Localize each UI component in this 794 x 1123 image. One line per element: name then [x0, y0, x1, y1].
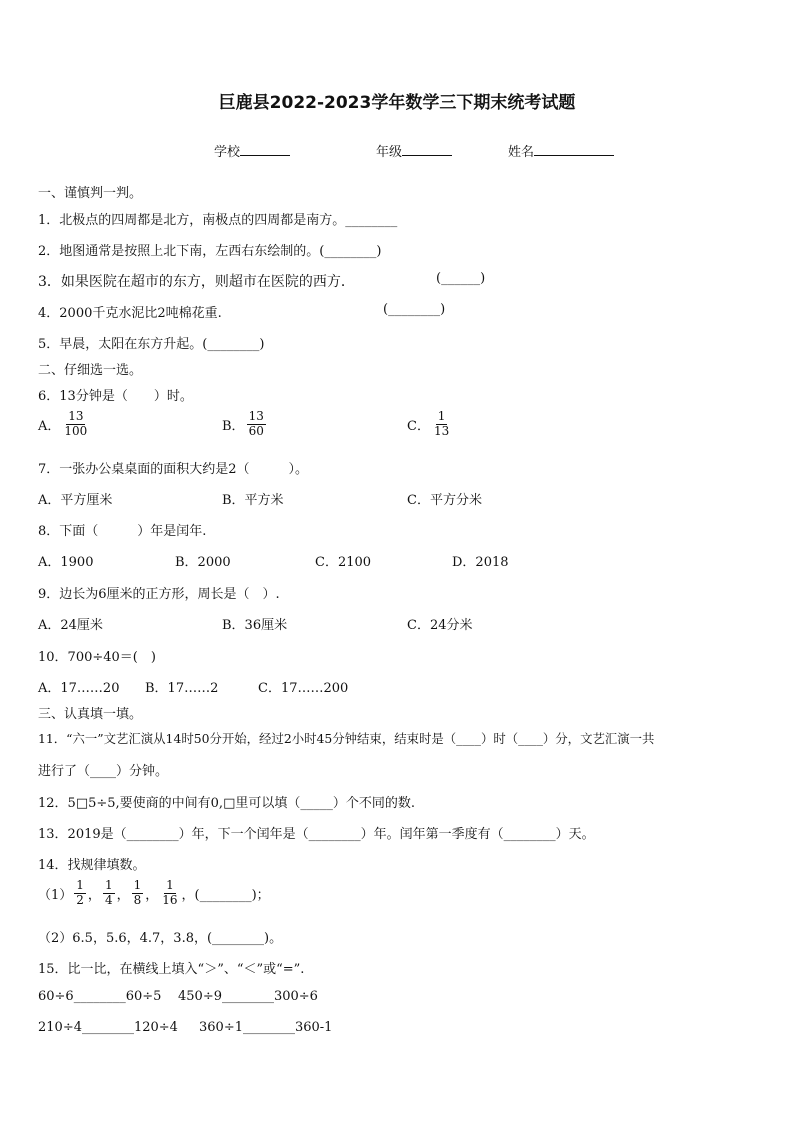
- grade-label: 年级: [376, 145, 403, 160]
- question-10: 10．700÷40＝( ): [38, 650, 156, 665]
- question-14: 14．找规律填数。: [38, 858, 146, 873]
- grade-blank: [402, 145, 452, 156]
- question-5: 5．早晨，太阳在东方升起。(________): [38, 337, 265, 352]
- question-9-option-a: A．24厘米: [38, 618, 103, 633]
- question-10-option-b: B．17……2: [145, 681, 219, 696]
- question-7-option-a: A．平方厘米: [38, 493, 113, 508]
- section-3-heading: 三、认真填一填。: [38, 707, 143, 722]
- name-label: 姓名: [508, 145, 535, 160]
- name-field: [508, 141, 614, 160]
- question-9-option-b: B．36厘米: [222, 618, 288, 633]
- question-7-option-b: B．平方米: [222, 493, 284, 508]
- question-15-item-4: 360÷1________360-1: [199, 1020, 333, 1035]
- question-8-option-c: C．2100: [315, 555, 372, 570]
- question-6-option-a: A． $\frac{13}{100}$: [38, 409, 88, 438]
- question-11-line-2: 进行了（____）分钟。: [38, 764, 169, 779]
- question-15: 15．比一比，在横线上填入“＞”、“＜”或“=”.: [38, 962, 305, 977]
- question-6-option-b: B． $\frac{13}{60}$: [222, 409, 264, 438]
- question-14-part-2: （2）6.5，5.6，4.7，3.8，(________)。: [38, 931, 283, 946]
- question-6-option-c: C． $\frac{1}{13}$: [407, 409, 450, 438]
- question-10-option-c: C．17……200: [258, 681, 349, 696]
- section-2-heading: 二、仔细选一选。: [38, 363, 143, 378]
- grade-field: [376, 141, 452, 160]
- question-4: 4．2000千克水泥比2吨棉花重.: [38, 306, 222, 321]
- question-2: 2．地图通常是按照上北下南，左西右东绘制的。(________): [38, 244, 382, 259]
- question-14-part-1: （1） $\frac{1}{2}$ ， $\frac{1}{4}$ ， $\frac{1}{8}$ ， $\frac{1}{16}$ ，(________)；: [38, 878, 270, 907]
- question-1: 1．北极点的四周都是北方，南极点的四周都是南方。________: [38, 213, 398, 228]
- question-15-item-3: 210÷4________120÷4: [38, 1020, 178, 1035]
- question-8: 8．下面（ ）年是闰年.: [38, 524, 207, 539]
- question-12: 12．5□5÷5,要使商的中间有0,□里可以填（_____）个不同的数.: [38, 796, 415, 811]
- name-blank: [534, 145, 614, 156]
- question-3-answer-blank: (______): [436, 271, 486, 286]
- exam-title: 巨鹿县2022-2023学年数学三下期末统考试题: [218, 93, 576, 113]
- question-8-option-a: A．1900: [38, 555, 94, 570]
- school-field: [214, 141, 290, 160]
- question-11-line-1: 11．“六一”文艺汇演从14时50分开始，经过2小时45分钟结束，结束时是（____）时（____）分，文艺汇演一共: [38, 731, 655, 746]
- question-13: 13．2019是（________）年，下一个闰年是（________）年。闰年第一季度有（________）天。: [38, 827, 595, 842]
- question-3: 3．如果医院在超市的东方，则超市在医院的西方．: [38, 274, 355, 290]
- question-8-option-b: B．2000: [175, 555, 231, 570]
- question-4-answer-blank: (________): [383, 302, 446, 317]
- section-1-heading: 一、谨慎判一判。: [38, 186, 143, 201]
- question-9-option-c: C．24分米: [407, 618, 473, 633]
- question-15-item-1: 60÷6________60÷5: [38, 989, 162, 1004]
- question-7: 7．一张办公桌桌面的面积大约是2（ ）。: [38, 462, 309, 477]
- question-8-option-d: D．2018: [452, 555, 509, 570]
- question-9: 9．边长为6厘米的正方形，周长是（ ）.: [38, 587, 280, 602]
- school-label: 学校: [214, 145, 241, 160]
- question-10-option-a: A．17……20: [38, 681, 120, 696]
- question-7-option-c: C．平方分米: [407, 493, 482, 508]
- question-15-item-2: 450÷9________300÷6: [178, 989, 318, 1004]
- question-6: 6．13分钟是（ ）时。: [38, 389, 193, 404]
- school-blank: [240, 145, 290, 156]
